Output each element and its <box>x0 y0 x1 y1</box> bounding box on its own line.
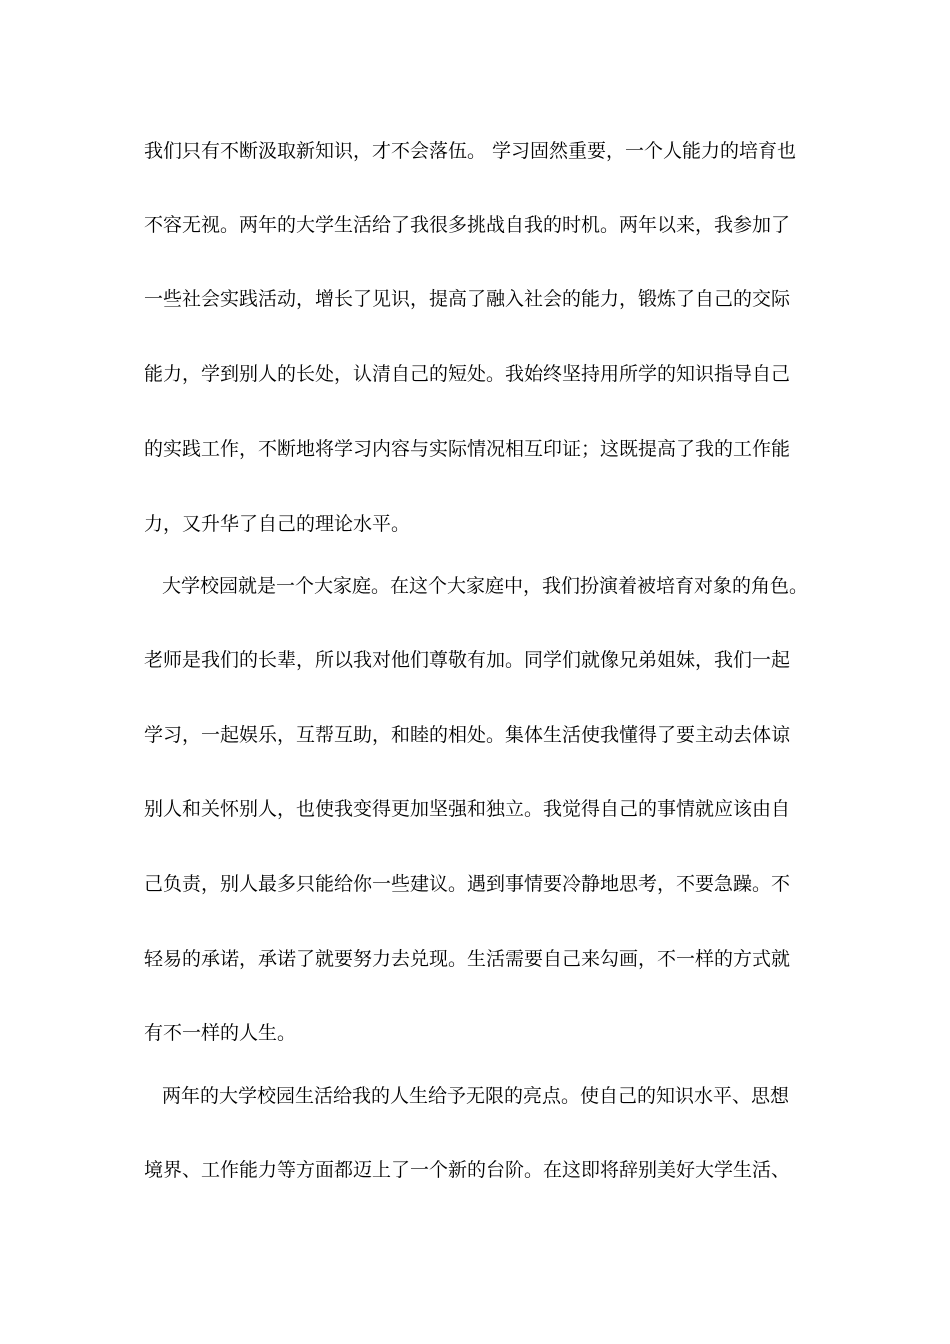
text-line: 别人和关怀别人，也使我变得更加坚强和独立。我觉得自己的事情就应该由自 <box>144 798 791 820</box>
paragraph-start-line: 大学校园就是一个大家庭。在这个大家庭中，我们扮演着被培育对象的角色。 <box>162 575 809 597</box>
text-line: 轻易的承诺，承诺了就要努力去兑现。生活需要自己来勾画，不一样的方式就 <box>144 948 791 970</box>
text-line: 不容无视。两年的大学生活给了我很多挑战自我的时机。两年以来，我参加了 <box>144 214 791 236</box>
text-line: 学习，一起娱乐，互帮互助，和睦的相处。集体生活使我懂得了要主动去体谅 <box>144 724 791 746</box>
text-line: 能力，学到别人的长处，认清自己的短处。我始终坚持用所学的知识指导自己 <box>144 363 791 385</box>
paragraph-start-line: 两年的大学校园生活给我的人生给予无限的亮点。使自己的知识水平、思想 <box>162 1085 790 1107</box>
text-line: 我们只有不断汲取新知识，才不会落伍。 学习固然重要，一个人能力的培育也 <box>144 140 797 162</box>
text-line: 境界、工作能力等方面都迈上了一个新的台阶。在这即将辞别美好大学生活、 <box>144 1159 791 1181</box>
text-line: 老师是我们的长辈，所以我对他们尊敬有加。同学们就像兄弟姐妹，我们一起 <box>144 649 791 671</box>
text-line: 一些社会实践活动，增长了见识，提高了融入社会的能力，锻炼了自己的交际 <box>144 288 791 310</box>
text-line: 己负责，别人最多只能给你一些建议。遇到事情要冷静地思考，不要急躁。不 <box>144 873 791 895</box>
text-line: 的实践工作，不断地将学习内容与实际情况相互印证；这既提高了我的工作能 <box>144 438 791 460</box>
text-line: 力，又升华了自己的理论水平。 <box>144 513 411 535</box>
text-line: 有不一样的人生。 <box>144 1022 297 1044</box>
